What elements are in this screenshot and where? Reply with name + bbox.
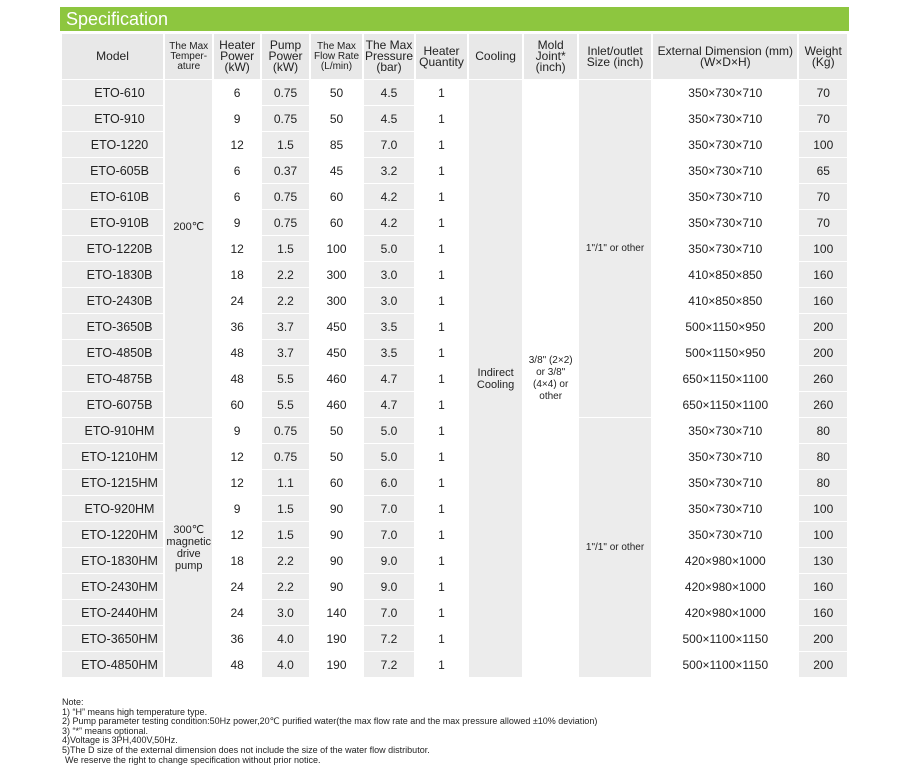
pump-power-cell: 0.75	[262, 80, 309, 106]
dimension-cell: 350×730×710	[653, 444, 797, 470]
dimension-cell: 650×1150×1100	[653, 392, 797, 418]
cooling-cell: Indirect Cooling	[469, 80, 523, 678]
heater-quantity-cell: 1	[416, 418, 467, 444]
dimension-cell: 420×980×1000	[653, 548, 797, 574]
heater-power-cell: 18	[214, 262, 259, 288]
heater-power-cell: 24	[214, 600, 259, 626]
pump-power-cell: 2.2	[262, 288, 309, 314]
pressure-cell: 7.2	[364, 652, 415, 678]
flow-rate-cell: 90	[311, 496, 362, 522]
dimension-cell: 350×730×710	[653, 418, 797, 444]
header-pump-power: Pump Power (kW)	[262, 34, 309, 80]
table-body	[62, 80, 847, 678]
pump-power-cell: 5.5	[262, 392, 309, 418]
pump-power-cell: 2.2	[262, 262, 309, 288]
model-cell: ETO-1210HM	[62, 444, 163, 470]
pump-power-cell: 2.2	[262, 548, 309, 574]
model-cell: ETO-4850HM	[62, 652, 163, 678]
weight-cell: 80	[799, 418, 847, 444]
heater-quantity-cell: 1	[416, 210, 467, 236]
heater-power-cell: 48	[214, 340, 259, 366]
heater-power-cell: 12	[214, 522, 259, 548]
weight-cell: 160	[799, 574, 847, 600]
model-cell: ETO-910HM	[62, 418, 163, 444]
heater-power-cell: 48	[214, 652, 259, 678]
pressure-cell: 3.0	[364, 288, 415, 314]
note-line: We reserve the right to change specification without prior notice.	[65, 754, 321, 765]
weight-cell: 160	[799, 288, 847, 314]
header-heater-quantity: Heater Quantity	[416, 34, 467, 80]
weight-cell: 70	[799, 210, 847, 236]
dimension-cell: 500×1100×1150	[653, 652, 797, 678]
pump-power-cell: 0.37	[262, 158, 309, 184]
pump-power-cell: 0.75	[262, 444, 309, 470]
pump-power-cell: 1.5	[262, 132, 309, 158]
page-title: Specification	[60, 7, 849, 31]
pump-power-cell: 4.0	[262, 626, 309, 652]
weight-cell: 70	[799, 106, 847, 132]
heater-power-cell: 9	[214, 106, 259, 132]
heater-power-cell: 36	[214, 314, 259, 340]
flow-rate-cell: 60	[311, 184, 362, 210]
model-cell: ETO-2440HM	[62, 600, 163, 626]
inlet-outlet-cell: 1"/1" or other	[579, 418, 651, 678]
model-cell: ETO-1220B	[62, 236, 163, 262]
pressure-cell: 7.0	[364, 600, 415, 626]
pump-power-cell: 1.5	[262, 496, 309, 522]
heater-power-cell: 6	[214, 80, 259, 106]
table-row	[62, 80, 847, 106]
flow-rate-cell: 90	[311, 548, 362, 574]
pressure-cell: 4.5	[364, 80, 415, 106]
flow-rate-cell: 60	[311, 210, 362, 236]
model-cell: ETO-6075B	[62, 392, 163, 418]
pump-power-cell: 4.0	[262, 652, 309, 678]
pressure-cell: 3.2	[364, 158, 415, 184]
model-cell: ETO-920HM	[62, 496, 163, 522]
model-cell: ETO-610B	[62, 184, 163, 210]
header-dimension: External Dimension (mm) (W×D×H)	[653, 34, 797, 80]
heater-power-cell: 12	[214, 132, 259, 158]
temp-300-cell: 300℃ magnetic drive pump	[165, 418, 212, 678]
pump-power-cell: 1.1	[262, 470, 309, 496]
heater-quantity-cell: 1	[416, 158, 467, 184]
pressure-cell: 4.2	[364, 184, 415, 210]
header-inlet-outlet: Inlet/outlet Size (inch)	[579, 34, 651, 80]
pressure-cell: 4.2	[364, 210, 415, 236]
dimension-cell: 350×730×710	[653, 80, 797, 106]
dimension-cell: 420×980×1000	[653, 600, 797, 626]
pressure-cell: 4.7	[364, 392, 415, 418]
heater-quantity-cell: 1	[416, 600, 467, 626]
pump-power-cell: 3.7	[262, 314, 309, 340]
flow-rate-cell: 90	[311, 522, 362, 548]
heater-quantity-cell: 1	[416, 132, 467, 158]
model-cell: ETO-1830B	[62, 262, 163, 288]
heater-power-cell: 9	[214, 418, 259, 444]
flow-rate-cell: 85	[311, 132, 362, 158]
heater-quantity-cell: 1	[416, 106, 467, 132]
weight-cell: 200	[799, 626, 847, 652]
flow-rate-cell: 190	[311, 626, 362, 652]
model-cell: ETO-4850B	[62, 340, 163, 366]
weight-cell: 260	[799, 392, 847, 418]
notes	[62, 698, 862, 765]
header-cooling: Cooling	[469, 34, 523, 80]
heater-power-cell: 60	[214, 392, 259, 418]
table-row	[62, 418, 847, 444]
note-line: 1) “H” means high temperature type.	[62, 706, 208, 717]
heater-quantity-cell: 1	[416, 314, 467, 340]
pressure-cell: 3.5	[364, 314, 415, 340]
model-cell: ETO-2430B	[62, 288, 163, 314]
pump-power-cell: 0.75	[262, 184, 309, 210]
dimension-cell: 350×730×710	[653, 158, 797, 184]
flow-rate-cell: 450	[311, 340, 362, 366]
heater-power-cell: 12	[214, 470, 259, 496]
specification-table	[60, 34, 849, 678]
dimension-cell: 350×730×710	[653, 522, 797, 548]
pressure-cell: 5.0	[364, 418, 415, 444]
header-heater-power: Heater Power (kW)	[214, 34, 259, 80]
header-model: Model	[62, 34, 163, 80]
heater-quantity-cell: 1	[416, 574, 467, 600]
flow-rate-cell: 50	[311, 418, 362, 444]
heater-power-cell: 18	[214, 548, 259, 574]
weight-cell: 80	[799, 444, 847, 470]
flow-rate-cell: 190	[311, 652, 362, 678]
weight-cell: 80	[799, 470, 847, 496]
heater-quantity-cell: 1	[416, 626, 467, 652]
dimension-cell: 500×1100×1150	[653, 626, 797, 652]
flow-rate-cell: 100	[311, 236, 362, 262]
inlet-outlet-cell: 1"/1" or other	[579, 80, 651, 418]
flow-rate-cell: 60	[311, 470, 362, 496]
header-flow-rate: The Max Flow Rate (L/min)	[311, 34, 362, 80]
flow-rate-cell: 50	[311, 444, 362, 470]
dimension-cell: 350×730×710	[653, 210, 797, 236]
heater-power-cell: 6	[214, 184, 259, 210]
heater-quantity-cell: 1	[416, 340, 467, 366]
weight-cell: 200	[799, 652, 847, 678]
model-cell: ETO-1215HM	[62, 470, 163, 496]
pressure-cell: 4.5	[364, 106, 415, 132]
pump-power-cell: 5.5	[262, 366, 309, 392]
heater-power-cell: 48	[214, 366, 259, 392]
pressure-cell: 7.0	[364, 496, 415, 522]
model-cell: ETO-1220HM	[62, 522, 163, 548]
pump-power-cell: 3.7	[262, 340, 309, 366]
pressure-cell: 9.0	[364, 574, 415, 600]
flow-rate-cell: 300	[311, 262, 362, 288]
heater-quantity-cell: 1	[416, 80, 467, 106]
flow-rate-cell: 460	[311, 366, 362, 392]
heater-quantity-cell: 1	[416, 184, 467, 210]
flow-rate-cell: 50	[311, 80, 362, 106]
heater-quantity-cell: 1	[416, 366, 467, 392]
pressure-cell: 7.2	[364, 626, 415, 652]
note-line: Note:	[62, 697, 84, 707]
header-pressure: The Max Pressure (bar)	[364, 34, 415, 80]
dimension-cell: 650×1150×1100	[653, 366, 797, 392]
pressure-cell: 3.5	[364, 340, 415, 366]
pressure-cell: 3.0	[364, 262, 415, 288]
weight-cell: 100	[799, 132, 847, 158]
pressure-cell: 5.0	[364, 444, 415, 470]
pressure-cell: 5.0	[364, 236, 415, 262]
pump-power-cell: 0.75	[262, 210, 309, 236]
dimension-cell: 350×730×710	[653, 496, 797, 522]
model-cell: ETO-4875B	[62, 366, 163, 392]
weight-cell: 260	[799, 366, 847, 392]
weight-cell: 100	[799, 496, 847, 522]
pump-power-cell: 0.75	[262, 418, 309, 444]
heater-quantity-cell: 1	[416, 392, 467, 418]
dimension-cell: 500×1150×950	[653, 314, 797, 340]
header-max-temp: The Max Temper-ature	[165, 34, 212, 80]
pressure-cell: 7.0	[364, 522, 415, 548]
model-cell: ETO-3650HM	[62, 626, 163, 652]
flow-rate-cell: 300	[311, 288, 362, 314]
dimension-cell: 350×730×710	[653, 132, 797, 158]
model-cell: ETO-2430HM	[62, 574, 163, 600]
dimension-cell: 350×730×710	[653, 470, 797, 496]
note-line: 5)The D size of the external dimension does not include the size of the water flow distributor.	[62, 744, 430, 755]
heater-quantity-cell: 1	[416, 522, 467, 548]
dimension-cell: 420×980×1000	[653, 574, 797, 600]
model-cell: ETO-3650B	[62, 314, 163, 340]
pressure-cell: 4.7	[364, 366, 415, 392]
heater-quantity-cell: 1	[416, 236, 467, 262]
model-cell: ETO-1830HM	[62, 548, 163, 574]
pressure-cell: 7.0	[364, 132, 415, 158]
flow-rate-cell: 45	[311, 158, 362, 184]
weight-cell: 160	[799, 262, 847, 288]
dimension-cell: 500×1150×950	[653, 340, 797, 366]
flow-rate-cell: 450	[311, 314, 362, 340]
pump-power-cell: 0.75	[262, 106, 309, 132]
weight-cell: 160	[799, 600, 847, 626]
heater-power-cell: 24	[214, 574, 259, 600]
header-weight: Weight (Kg)	[799, 34, 847, 80]
weight-cell: 70	[799, 80, 847, 106]
heater-quantity-cell: 1	[416, 288, 467, 314]
heater-power-cell: 12	[214, 444, 259, 470]
dimension-cell: 350×730×710	[653, 106, 797, 132]
flow-rate-cell: 90	[311, 574, 362, 600]
pump-power-cell: 1.5	[262, 236, 309, 262]
flow-rate-cell: 460	[311, 392, 362, 418]
heater-power-cell: 6	[214, 158, 259, 184]
heater-quantity-cell: 1	[416, 548, 467, 574]
flow-rate-cell: 140	[311, 600, 362, 626]
model-cell: ETO-610	[62, 80, 163, 106]
dimension-cell: 410×850×850	[653, 288, 797, 314]
weight-cell: 130	[799, 548, 847, 574]
pressure-cell: 6.0	[364, 470, 415, 496]
weight-cell: 200	[799, 340, 847, 366]
weight-cell: 100	[799, 236, 847, 262]
heater-power-cell: 9	[214, 496, 259, 522]
weight-cell: 70	[799, 184, 847, 210]
heater-quantity-cell: 1	[416, 652, 467, 678]
note-line: 2) Pump parameter testing condition:50Hz power,20℃ purified water(the max flow rate and the max pressure allowed ±10% deviation)	[62, 716, 598, 727]
pressure-cell: 9.0	[364, 548, 415, 574]
heater-quantity-cell: 1	[416, 496, 467, 522]
heater-quantity-cell: 1	[416, 470, 467, 496]
header-mold-joint: Mold Joint* (inch)	[524, 34, 577, 80]
heater-quantity-cell: 1	[416, 444, 467, 470]
pump-power-cell: 3.0	[262, 600, 309, 626]
heater-power-cell: 12	[214, 236, 259, 262]
table-header-row	[62, 34, 847, 80]
heater-quantity-cell: 1	[416, 262, 467, 288]
note-line: 3) “*” means optional.	[62, 725, 149, 736]
dimension-cell: 350×730×710	[653, 236, 797, 262]
pump-power-cell: 1.5	[262, 522, 309, 548]
flow-rate-cell: 50	[311, 106, 362, 132]
heater-power-cell: 24	[214, 288, 259, 314]
model-cell: ETO-1220	[62, 132, 163, 158]
note-line: 4)Voltage is 3PH,400V,50Hz.	[62, 735, 178, 746]
heater-power-cell: 36	[214, 626, 259, 652]
model-cell: ETO-910	[62, 106, 163, 132]
pump-power-cell: 2.2	[262, 574, 309, 600]
weight-cell: 100	[799, 522, 847, 548]
weight-cell: 200	[799, 314, 847, 340]
dimension-cell: 410×850×850	[653, 262, 797, 288]
weight-cell: 65	[799, 158, 847, 184]
dimension-cell: 350×730×710	[653, 184, 797, 210]
mold-joint-cell: 3/8" (2×2) or 3/8" (4×4) or other	[524, 80, 577, 678]
model-cell: ETO-605B	[62, 158, 163, 184]
heater-power-cell: 9	[214, 210, 259, 236]
model-cell: ETO-910B	[62, 210, 163, 236]
temp-200-cell: 200℃	[165, 80, 212, 418]
